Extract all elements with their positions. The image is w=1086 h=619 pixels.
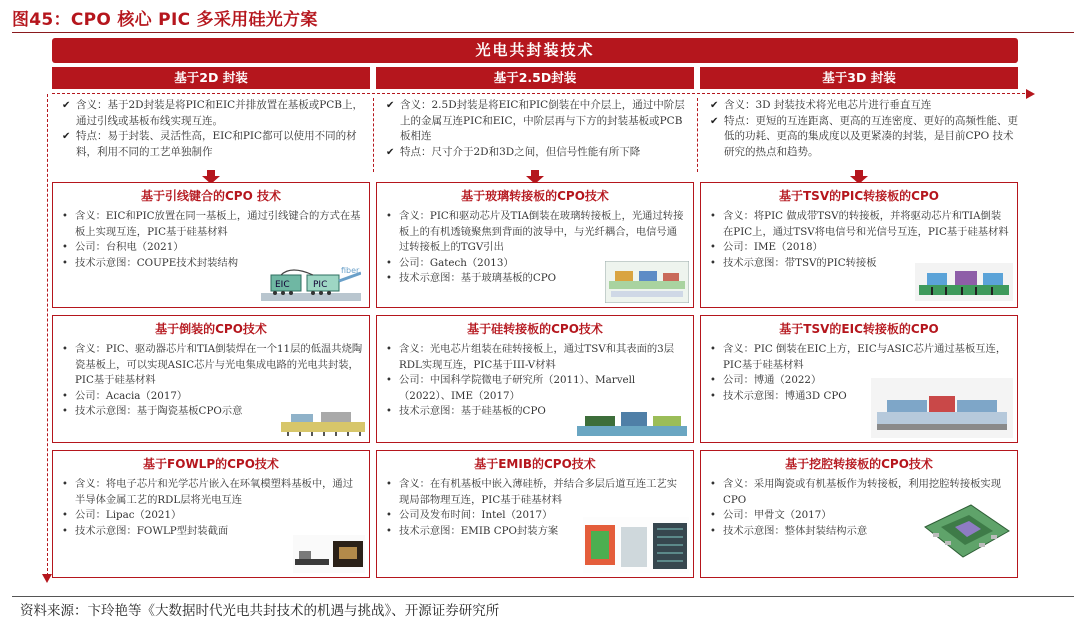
eic-label: EIC — [275, 280, 290, 290]
bullet-icon: • — [62, 510, 68, 521]
card-item: 公司：Lipac（2021） — [75, 509, 182, 521]
column-header-3d: 基于3D 封装 — [700, 67, 1018, 89]
card-title: 基于FOWLP的CPO技术 — [143, 457, 279, 471]
card-item: 公司：IME（2018） — [723, 241, 823, 253]
summary-text: 特点：易于封装、灵活性高，EIC和PIC都可以使用不同的材料，利用不同的工艺单独制作 — [76, 130, 357, 158]
summary-text: 特点：更短的互连距离、更高的互连密度、更好的高频性能、更低的功耗、更高的集成度以及更紧凑的封装，是目前CPO 技术研究的热点和趋势。 — [724, 114, 1018, 158]
checkmark-icon: ✔ — [62, 131, 71, 142]
coupe-structure-illustration — [261, 267, 361, 303]
checkmark-icon: ✔ — [386, 146, 395, 158]
card-fowlp-cpo — [52, 450, 370, 578]
card-title: 基于EMIB的CPO技术 — [474, 457, 596, 471]
summary-text: 含义：基于2D封装是将PIC和EIC并排放置在基板或PCB上，通过引线或基板布线实现互连。 — [76, 99, 364, 127]
card-item: 含义：将电子芯片和光学芯片嵌入在环氧模塑料基板中，通过半导体金属工艺的RDL层将光电互连 — [75, 478, 354, 506]
bullet-icon: • — [386, 273, 392, 284]
checkmark-icon: ✔ — [62, 100, 71, 111]
card-item: 含义：EIC和PIC放置在同一基板上，通过引线键合的方式在基板上实现互连，PIC基于硅基材料 — [75, 210, 361, 238]
card-wire-bond-cpo — [52, 182, 370, 308]
card-item: 公司及发布时间：Intel（2017） — [399, 509, 553, 521]
bullet-icon: • — [386, 510, 392, 521]
bullet-icon: • — [62, 406, 68, 417]
source-footer: 资料来源：卞玲艳等《大数据时代光电共封技术的机遇与挑战》、开源证券研究所 — [20, 603, 500, 619]
bullet-icon: • — [386, 257, 392, 269]
card-flip-chip-cpo — [52, 315, 370, 443]
emib-cpo-illustration — [583, 517, 689, 573]
card-item: 含义：PIC和驱动芯片及TIA倒装在玻璃转接板上，光通过转接板上的有机透镜聚焦到背面的波导中，与光纤耦合，电信号通过转接板上的TGV引出 — [399, 210, 684, 253]
card-title: 基于硅转接板的CPO技术 — [467, 322, 603, 336]
bullet-icon: • — [62, 344, 68, 355]
card-item: 技术示意图：FOWLP型封装截面 — [75, 524, 229, 537]
card-item: 公司：Acacia（2017） — [75, 389, 188, 402]
axis-down-arrow-icon — [42, 574, 52, 583]
axis-horizontal — [52, 93, 1030, 94]
ceramic-substrate-illustration — [281, 408, 365, 438]
card-silicon-interposer-cpo — [376, 315, 694, 443]
bullet-icon: • — [710, 390, 716, 402]
bullet-icon: • — [386, 406, 392, 417]
card-item: 含义：PIC、驱动器芯片和TIA倒装焊在一个11层的低温共烧陶瓷基板上，可以实现ASIC芯片与光电集成电路的光电共封装， PIC基于硅基材料 — [75, 343, 363, 386]
card-item: 技术示意图：带TSV的PIC转接板 — [723, 256, 877, 269]
axis-right-arrow-icon — [1026, 89, 1035, 99]
card-emib-cpo — [376, 450, 694, 578]
summary-text: 含义：2.5D封装是将EIC和PIC倒装在中介层上，通过中阶层上的金属互连PIC和EIC，中阶层再与下方的封装基板或PCB 板相连 — [400, 99, 685, 142]
card-item: 公司：中国科学院微电子研究所（2011）、Marvell（2022）、IME（2017） — [399, 374, 636, 402]
card-item: 技术示意图：EMIB CPO封装方案 — [399, 524, 559, 537]
summary-2-5d — [380, 96, 696, 174]
bullet-icon: • — [62, 257, 68, 269]
card-item: 公司：Gatech（2013） — [399, 256, 514, 269]
card-item: 含义：采用陶瓷或有机基板作为转接板，利用挖腔转接板实现CPO — [723, 478, 1002, 506]
summary-text: 特点：尺寸介于2D和3D之间，但信号性能有所下降 — [400, 145, 641, 158]
card-title: 基于倒装的CPO技术 — [155, 322, 267, 336]
card-title: 基于挖腔转接板的CPO技术 — [785, 457, 933, 471]
glass-substrate-illustration — [605, 261, 689, 303]
bullet-icon: • — [62, 242, 68, 253]
card-item: 技术示意图：基于玻璃基板的CPO — [399, 272, 557, 284]
card-glass-interposer-cpo — [376, 182, 694, 308]
column-header-2-5d: 基于2.5D封装 — [376, 67, 694, 89]
bullet-icon: • — [62, 479, 68, 490]
column-header-2d: 基于2D 封装 — [52, 67, 370, 89]
checkmark-icon: ✔ — [710, 100, 719, 111]
bullet-icon: • — [710, 375, 716, 386]
card-item: 技术示意图：COUPE技术封装结构 — [75, 256, 239, 269]
card-item: 含义：PIC 倒装在EIC上方，EIC与ASIC芯片通过基板互连，PIC基于硅基材料 — [723, 343, 1007, 371]
card-item: 含义：将PIC 做成带TSV的转接板，并将驱动芯片和TIA倒装在PIC上，通过TSV将电信号和光信号互连，PIC基于硅基材料 — [723, 210, 1009, 238]
bullet-icon: • — [710, 257, 716, 269]
summary-3d — [704, 96, 1022, 174]
card-title: 基于玻璃转接板的CPO技术 — [461, 189, 609, 203]
cavity-interposer-illustration — [919, 487, 1013, 573]
bullet-icon: • — [386, 344, 392, 355]
bullet-icon: • — [62, 390, 68, 402]
pic-label: PIC — [313, 280, 328, 290]
bullet-icon: • — [386, 375, 392, 386]
card-item: 技术示意图：基于硅基板的CPO — [399, 405, 546, 417]
bullet-icon: • — [710, 344, 716, 355]
card-item: 技术示意图：基于陶瓷基板CPO示意 — [75, 405, 243, 417]
bullet-icon: • — [62, 211, 68, 222]
summary-divider — [697, 98, 698, 172]
card-cavity-interposer-cpo — [700, 450, 1018, 578]
summary-text: 含义：3D 封装技术将光电芯片进行垂直互连 — [724, 99, 932, 111]
summary-2d — [56, 96, 372, 174]
card-item: 公司：甲骨文（2017） — [723, 509, 832, 521]
bullet-icon: • — [710, 510, 716, 521]
broadcom-3d-cpo-illustration — [871, 378, 1013, 438]
bullet-icon: • — [62, 525, 68, 537]
fowlp-section-illustration — [293, 535, 365, 573]
card-item: 含义：光电芯片组装在硅转接板上，通过TSV和其表面的3层RDL实现互连，PIC基于III-V材料 — [399, 343, 675, 371]
card-item: 含义：在有机基板中嵌入薄硅桥，并结合多层后道互连工艺实现局部物理互连，PIC基于硅基材料 — [399, 478, 678, 506]
banner: 光电共封装技术 — [52, 38, 1018, 63]
card-item: 技术示意图：博通3D CPO — [723, 389, 847, 402]
checkmark-icon: ✔ — [710, 115, 719, 127]
silicon-substrate-illustration — [577, 408, 687, 438]
footer-rule — [12, 596, 1074, 597]
card-item: 公司：博通（2022） — [723, 374, 822, 386]
fiber-label: fiber — [341, 267, 360, 275]
checkmark-icon: ✔ — [386, 100, 395, 111]
card-tsv-eic-interposer-cpo — [700, 315, 1018, 443]
bullet-icon: • — [386, 479, 392, 490]
bullet-icon: • — [386, 525, 392, 537]
bullet-icon: • — [386, 211, 392, 222]
figure-title: 图45：CPO 核心 PIC 多采用硅光方案 — [12, 10, 318, 30]
summary-divider — [373, 98, 374, 172]
tsv-pic-interposer-illustration — [915, 263, 1013, 301]
card-tsv-pic-interposer-cpo — [700, 182, 1018, 308]
card-title: 基于引线键合的CPO 技术 — [141, 189, 281, 203]
bullet-icon: • — [710, 525, 716, 537]
card-item: 技术示意图：整体封装结构示意 — [723, 524, 868, 537]
bullet-icon: • — [710, 242, 716, 253]
card-title: 基于TSV的EIC转接板的CPO — [779, 322, 939, 336]
title-rule — [12, 32, 1074, 33]
bullet-icon: • — [710, 479, 716, 490]
bullet-icon: • — [710, 211, 716, 222]
card-title: 基于TSV的PIC转接板的CPO — [779, 189, 939, 203]
card-item: 公司：台积电（2021） — [75, 241, 184, 253]
axis-vertical — [47, 94, 48, 576]
